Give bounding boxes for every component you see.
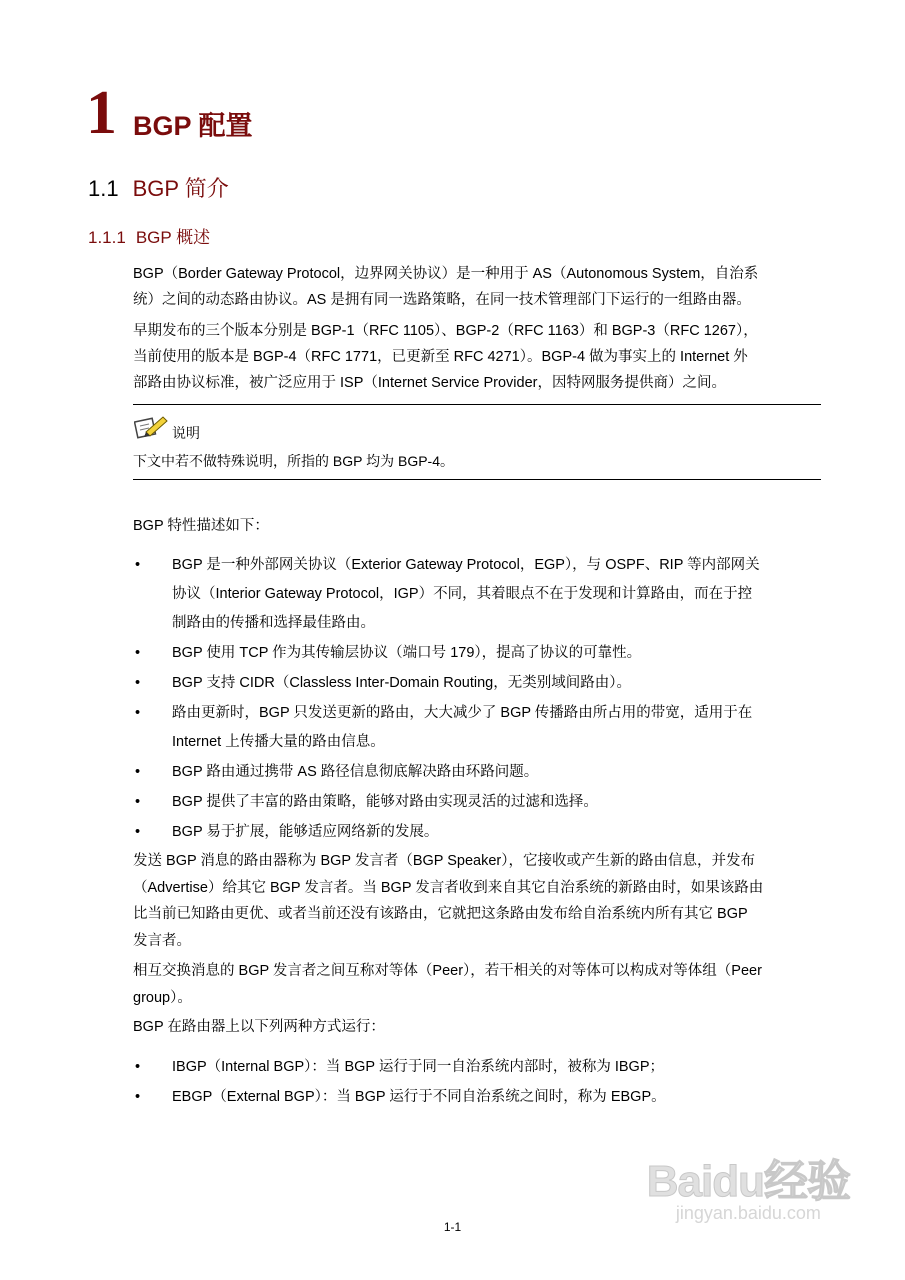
mode-item-ebgp: [133, 1083, 821, 1112]
text-line: EBGP（External BGP）：当 BGP 运行于不同自治系统之间时，称为 EBGP。: [172, 1089, 666, 1105]
note-bottom-rule: [133, 479, 821, 480]
watermark-url: jingyan.baidu.com: [675, 1203, 821, 1223]
note-text: 下文中若不做特殊说明，所指的 BGP 均为 BGP-4。: [133, 453, 454, 469]
note-pencil-icon: [134, 414, 168, 445]
text-line: 统）之间的动态路由协议。AS 是拥有同一选路策略，在同一技术管理部门下运行的一组路由器。: [133, 292, 751, 308]
text-line: （Advertise）给其它 BGP 发言者。当 BGP 发言者收到来自其它自治系统的新路由时，如果该路由: [133, 879, 764, 896]
section-heading: [88, 174, 229, 204]
section-title: BGP 简介: [132, 176, 229, 201]
text-line: 协议（Interior Gateway Protocol，IGP）不同，其着眼点不在于发现和计算路由，而在于控: [172, 586, 753, 602]
bullet-icon: •: [135, 557, 141, 573]
bullet-icon: •: [135, 794, 141, 810]
watermark-logo: Baidu经验: [646, 1157, 850, 1206]
modes-intro: BGP 在路由器上以下列两种方式运行：: [133, 1019, 385, 1035]
text-line: Internet 上传播大量的路由信息。: [172, 734, 385, 750]
text-line: 当前使用的版本是 BGP-4（RFC 1771，已更新至 RFC 4271）。BGP-4 做为事实上的 Internet 外: [133, 349, 748, 365]
feature-item: [133, 639, 821, 668]
text-line: 相互交换消息的 BGP 发言者之间互称对等体（Peer），若干相关的对等体可以构成对等体组（Peer: [133, 963, 762, 979]
bullet-icon: •: [135, 675, 141, 691]
text-line: 部路由协议标准，被广泛应用于 ISP（Internet Service Provider，因特网服务提供商）之间。: [133, 375, 726, 391]
text-line: 发言者。: [133, 933, 191, 950]
feature-item: [133, 818, 821, 847]
text-line: 比当前已知路由更优、或者当前还没有该路由，它就把这条路由发布给自治系统内所有其它 BGP: [133, 906, 748, 923]
paragraph-overview: [133, 261, 821, 313]
bullet-icon: •: [135, 1089, 141, 1105]
text-line: 早期发布的三个版本分别是 BGP-1（RFC 1105）、BGP-2（RFC 1163）和 BGP-3（RFC 1267），: [133, 323, 758, 339]
subsection-title: BGP 概述: [135, 228, 211, 247]
text-line: 路由更新时，BGP 只发送更新的路由，大大减少了 BGP 传播路由所占用的带宽，适用于在: [172, 705, 753, 721]
bullet-icon: •: [135, 1059, 141, 1075]
page-number: 1-1: [443, 1220, 462, 1234]
feature-item: [133, 551, 821, 638]
baidu-watermark: [647, 1145, 850, 1224]
paragraph-versions: [133, 318, 821, 396]
text-line: BGP 提供了丰富的路由策略，能够对路由实现灵活的过滤和选择。: [172, 794, 598, 810]
text-line: 发送 BGP 消息的路由器称为 BGP 发言者（BGP Speaker），它接收或产生新的路由信息，并发布: [133, 853, 755, 869]
text-line: BGP 支持 CIDR（Classless Inter-Domain Routing，无类别域间路由）。: [172, 675, 631, 691]
feature-item: [133, 669, 821, 698]
bullet-icon: •: [135, 824, 141, 840]
text-line: BGP 使用 TCP 作为其传输层协议（端口号 179），提高了协议的可靠性。: [172, 645, 642, 661]
feature-item: [133, 758, 821, 787]
feature-item: [133, 788, 821, 817]
bullet-icon: •: [135, 645, 141, 661]
text-line: group）。: [133, 990, 192, 1006]
text-line: BGP 路由通过携带 AS 路径信息彻底解决路由环路问题。: [172, 764, 539, 780]
subsection-number: 1.1.1: [88, 228, 126, 247]
paragraph-speaker: [133, 848, 821, 955]
features-intro: BGP 特性描述如下：: [133, 518, 269, 534]
section-number: 1.1: [88, 176, 119, 201]
text-line: BGP 是一种外部网关协议（Exterior Gateway Protocol，EGP），与 OSPF、RIP 等内部网关: [172, 557, 760, 573]
text-line: BGP 易于扩展，能够适应网络新的发展。: [172, 824, 439, 840]
chapter-number: 1: [86, 79, 117, 147]
note-label: 说明: [172, 425, 200, 441]
subsection-heading: [88, 226, 210, 250]
bullet-icon: •: [135, 764, 141, 780]
bullet-icon: •: [135, 705, 141, 721]
note-top-rule: [133, 404, 821, 405]
text-line: IBGP（Internal BGP）：当 BGP 运行于同一自治系统内部时，被称为 IBGP；: [172, 1059, 665, 1075]
mode-item-ibgp: [133, 1053, 821, 1082]
feature-item: [133, 699, 821, 757]
chapter-title: BGP 配置: [133, 111, 253, 141]
paragraph-peer: [133, 958, 821, 1012]
text-line: BGP（Border Gateway Protocol，边界网关协议）是一种用于 AS（Autonomous System，自治系: [133, 266, 759, 282]
text-line: 制路由的传播和选择最佳路由。: [172, 615, 375, 631]
